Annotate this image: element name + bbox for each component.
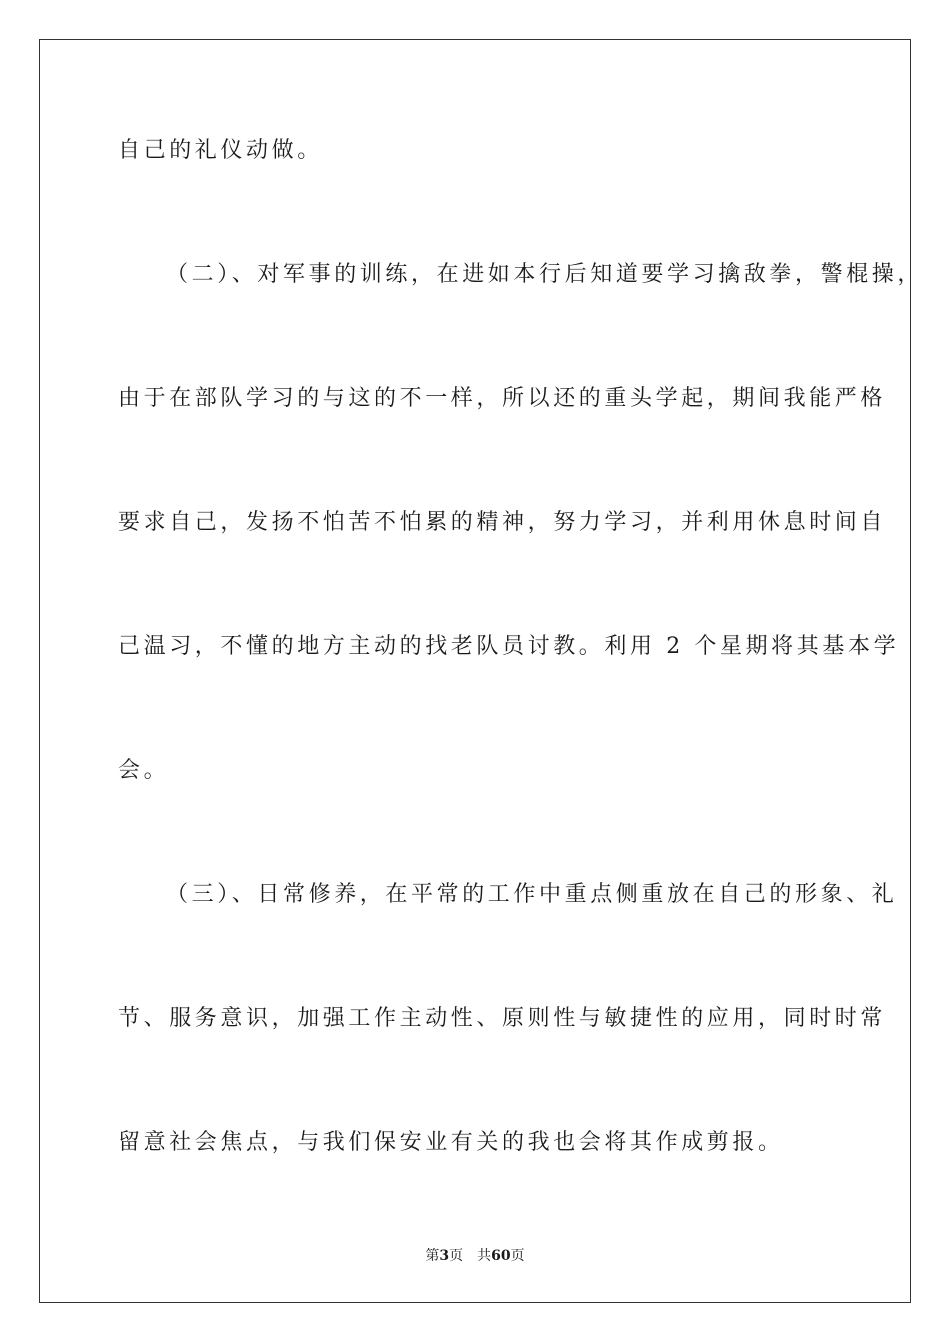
- page-number: 3: [439, 1248, 450, 1264]
- text-line-3: 由于在部队学习的与这的不一样，所以还的重头学起，期间我能严格: [118, 386, 887, 411]
- text-line-2: （二）、对军事的训练，在进如本行后知道要学习擒敌拳，警棍操，: [166, 262, 924, 287]
- text-line-1: 自己的礼仪动做。: [118, 138, 323, 163]
- page-footer: [0, 1246, 950, 1266]
- text-line-8: 节、服务意识，加强工作主动性、原则性与敏捷性的应用，同时时常: [118, 1006, 887, 1031]
- total-pages-suffix: 页: [510, 1248, 525, 1264]
- total-pages-prefix: 共: [477, 1248, 492, 1264]
- text-line-9: 留意社会焦点，与我们保安业有关的我也会将其作成剪报。: [118, 1130, 784, 1155]
- text-line-5: 己温习，不懂的地方主动的找老队员讨教。利用 2 个星期将其基本学: [118, 634, 900, 659]
- page-border: [39, 39, 924, 1303]
- text-line-7: （三）、日常修养，在平常的工作中重点侧重放在自己的形象、礼: [166, 882, 898, 907]
- text-line-6: 会。: [118, 758, 170, 783]
- total-pages: 60: [491, 1248, 511, 1264]
- page-number-prefix: 第: [425, 1248, 440, 1264]
- text-line-4: 要求自己，发扬不怕苦不怕累的精神，努力学习，并利用休息时间自: [118, 510, 887, 535]
- page-number-suffix: 页: [449, 1248, 464, 1264]
